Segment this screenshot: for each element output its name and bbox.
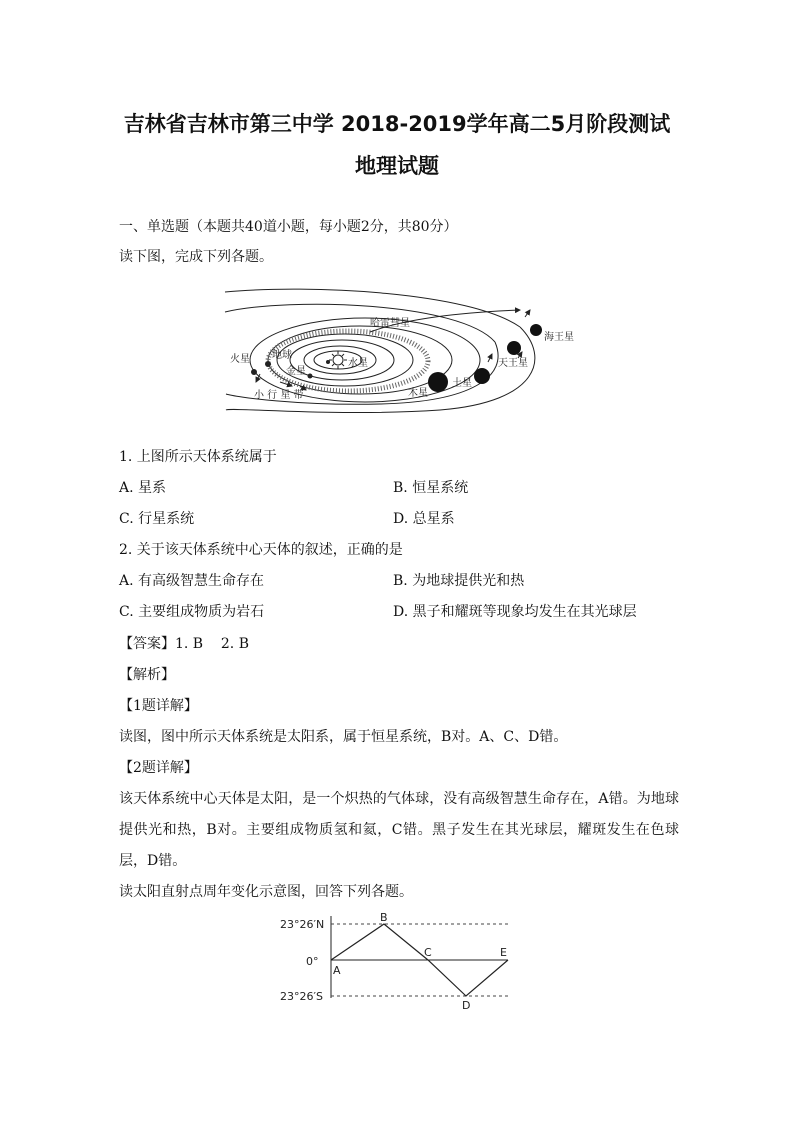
q1-detail-label: 【1题详解】 bbox=[119, 698, 198, 714]
question-2-option-d: D. 黑子和耀斑等现象均发生在其光球层 bbox=[393, 604, 637, 620]
saturn-dot bbox=[474, 368, 490, 384]
answer-line: 【答案】1. B 2. B bbox=[119, 636, 249, 652]
question-2-option-a: A. 有高级智慧生命存在 bbox=[119, 573, 265, 589]
neptune-dot bbox=[530, 324, 542, 336]
question-2-option-c: C. 主要组成物质为岩石 bbox=[119, 604, 265, 620]
analysis-label: 【解析】 bbox=[119, 667, 175, 683]
neptune-label: 海王星 bbox=[544, 332, 574, 343]
section-heading: 一、单选题（本题共40道小题，每小题2分，共80分） bbox=[119, 219, 458, 235]
question-1-option-d: D. 总星系 bbox=[393, 511, 455, 527]
q2-detail-label: 【2题详解】 bbox=[119, 760, 198, 776]
figure2-intro: 读太阳直射点周年变化示意图，回答下列各题。 bbox=[119, 884, 413, 900]
asteroid-belt-label: 小 行 星 带 bbox=[254, 390, 304, 401]
mercury-dot bbox=[326, 360, 330, 364]
mars-label: 火星 bbox=[230, 354, 250, 365]
venus-label: 金星 bbox=[286, 366, 306, 377]
point-b-label: B bbox=[380, 911, 388, 924]
sun-icon bbox=[329, 351, 347, 369]
jupiter-label: 木星 bbox=[408, 388, 428, 399]
q1-detail-text: 读图，图中所示天体系统是太阳系，属于恒星系统，B对。A、C、D错。 bbox=[119, 729, 568, 745]
lat-south-label: 23°26′S bbox=[280, 990, 323, 1003]
jupiter-dot bbox=[428, 372, 448, 392]
question-1-option-b: B. 恒星系统 bbox=[393, 480, 469, 496]
question-2-stem: 2. 关于该天体系统中心天体的叙述，正确的是 bbox=[119, 542, 403, 558]
lat-north-label: 23°26′N bbox=[280, 918, 325, 931]
solar-system-diagram bbox=[220, 282, 590, 422]
point-e-label: E bbox=[500, 946, 507, 959]
venus-dot bbox=[308, 374, 313, 379]
saturn-label: 土星 bbox=[452, 378, 472, 389]
uranus-dot bbox=[507, 341, 521, 355]
document-title: 吉林省吉林市第三中学 2018-2019学年高二5月阶段测试 bbox=[123, 112, 671, 136]
document-subtitle: 地理试题 bbox=[355, 154, 439, 178]
question-2-option-b: B. 为地球提供光和热 bbox=[393, 573, 525, 589]
point-c-label: C bbox=[424, 946, 432, 959]
question-1-option-a: A. 星系 bbox=[119, 480, 167, 496]
question-1-option-c: C. 行星系统 bbox=[119, 511, 195, 527]
earth-dot bbox=[265, 361, 271, 367]
uranus-orbit bbox=[225, 304, 495, 342]
question-1-stem: 1. 上图所示天体系统属于 bbox=[119, 449, 277, 465]
figure1-intro: 读下图，完成下列各题。 bbox=[119, 249, 273, 265]
q2-detail-text: 该天体系统中心天体是太阳，是一个炽热的气体球，没有高级智慧生命存在，A错。为地球提供光和热，B对。主要组成物质氢和氦，C错。黑子发生在其光球层，耀斑发生在色球层，D错。 bbox=[119, 791, 679, 869]
mars-dot bbox=[251, 369, 257, 375]
mercury-label: 水星 bbox=[348, 358, 368, 369]
subsolar-point-diagram bbox=[276, 910, 521, 1010]
point-d-label: D bbox=[462, 999, 471, 1010]
uranus-label: 天王星 bbox=[498, 358, 528, 369]
point-a-label: A bbox=[333, 964, 341, 977]
lat-zero-label: 0° bbox=[306, 955, 319, 968]
earth-label: 地球 bbox=[272, 350, 292, 361]
comet-label: 哈雷彗星 bbox=[370, 318, 410, 329]
